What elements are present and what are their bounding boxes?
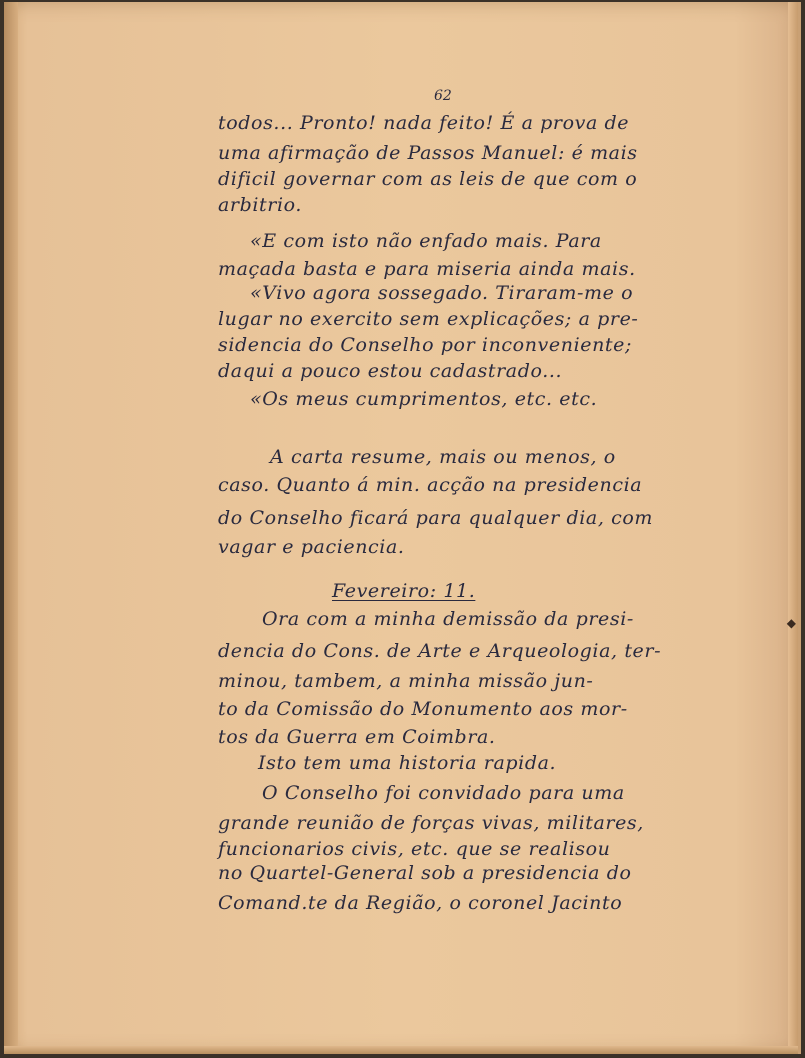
text-line: «Vivo agora sossegado. Tiraram-me o <box>250 282 634 304</box>
manuscript-page <box>4 2 801 1054</box>
text-line: daqui a pouco estou cadastrado... <box>218 360 563 382</box>
text-line: vagar e paciencia. <box>218 536 405 558</box>
text-line: grande reunião de forças vivas, militares, <box>218 812 644 834</box>
page-right-edge <box>788 2 798 1054</box>
text-line: Ora com a minha demissão da presi- <box>262 608 634 630</box>
text-line: lugar no exercito sem explicações; a pre- <box>218 308 639 330</box>
text-line: arbitrio. <box>218 194 302 216</box>
text-line: maçada basta e para miseria ainda mais. <box>218 258 636 280</box>
text-line: do Conselho ficará para qualquer dia, com <box>218 507 654 529</box>
text-line: todos... Pronto! nada feito! É a prova de <box>218 112 630 134</box>
page-bottom-edge <box>4 1046 798 1054</box>
text-line: caso. Quanto á min. acção na presidencia <box>218 474 643 496</box>
text-line: A carta resume, mais ou menos, o <box>270 446 616 468</box>
text-line: Isto tem uma historia rapida. <box>258 752 557 774</box>
text-line: uma afirmação de Passos Manuel: é mais <box>218 142 638 164</box>
page-number: 62 <box>434 88 452 104</box>
text-line: minou, tambem, a minha missão jun- <box>218 670 594 692</box>
text-line: O Conselho foi convidado para uma <box>262 782 625 804</box>
binding-fold <box>4 2 18 1054</box>
text-line: sidencia do Conselho por inconveniente; <box>218 334 633 356</box>
text-line: «Os meus cumprimentos, etc. etc. <box>250 388 598 410</box>
text-line: funcionarios civis, etc. que se realisou <box>218 838 611 860</box>
text-line: dificil governar com as leis de que com o <box>218 168 638 190</box>
text-line: to da Comissão do Monumento aos mor- <box>218 698 628 720</box>
date-heading: Fevereiro: 11. <box>332 580 476 602</box>
text-line: «E com isto não enfado mais. Para <box>250 230 602 252</box>
text-line: dencia do Cons. de Arte e Arqueologia, ter- <box>218 640 662 662</box>
text-line: Comand.te da Região, o coronel Jacinto <box>218 892 623 914</box>
edge-mark-icon: ◆ <box>786 616 796 630</box>
text-line: tos da Guerra em Coimbra. <box>218 726 496 748</box>
text-line: no Quartel-General sob a presidencia do <box>218 862 632 884</box>
